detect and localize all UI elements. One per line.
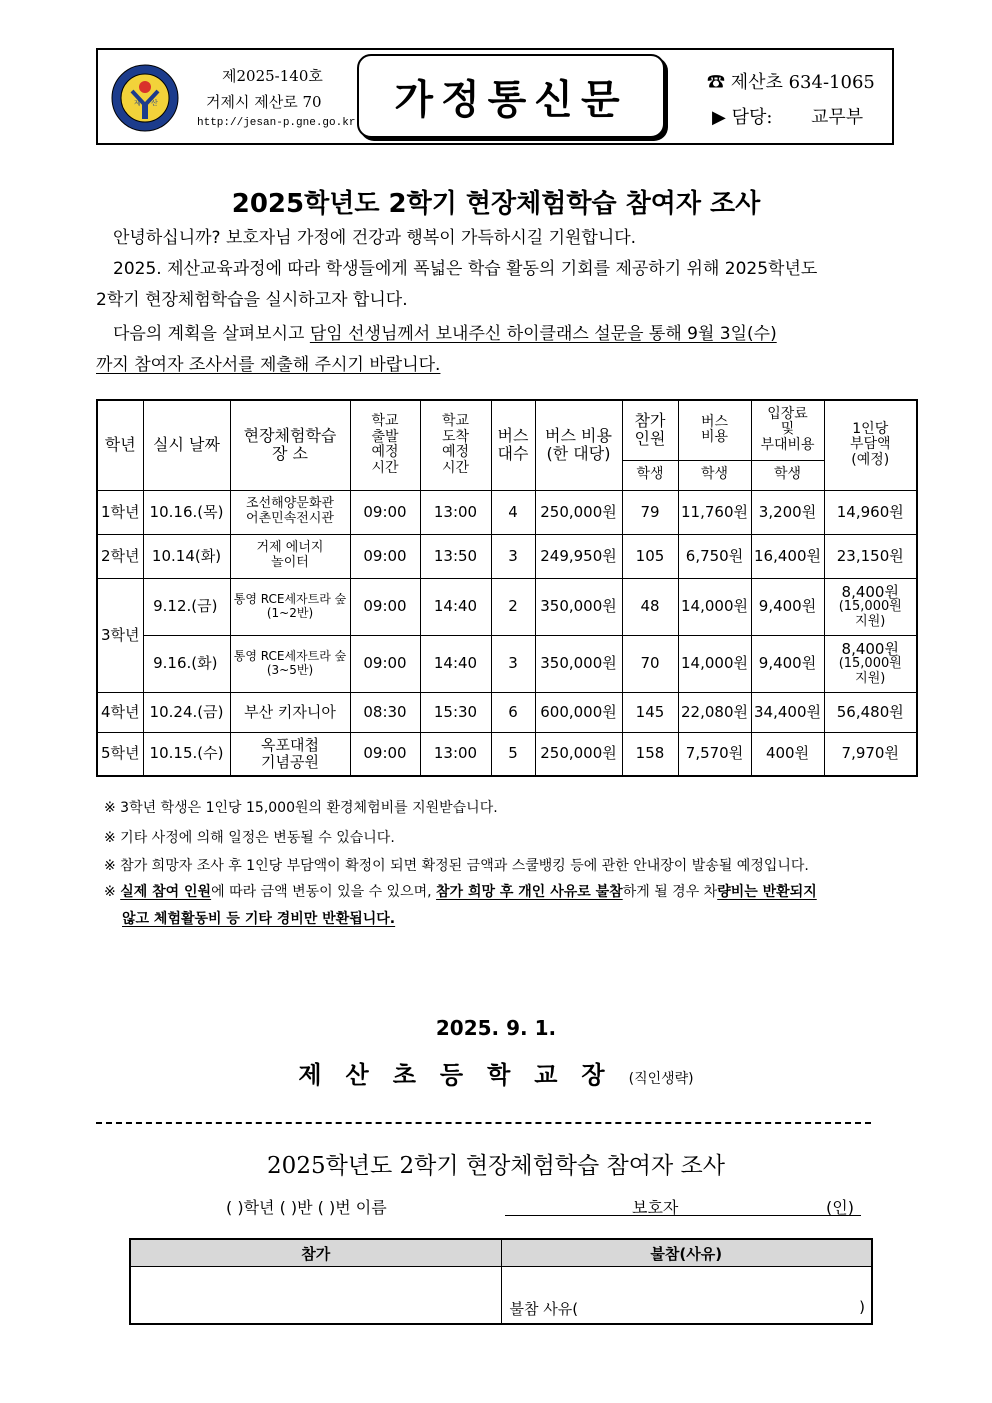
subheader-student-1: 학생 (622, 460, 678, 490)
hdr-buscount-2: 대수 (497, 444, 529, 464)
cell-depart: 09:00 (350, 534, 420, 578)
hdr-pp-1: 1인당 (852, 420, 889, 437)
page-title: 2025학년도 2학기 현장체험학습 참여자 조사 (231, 189, 761, 219)
cell-bus-cost: 250,000원 (535, 490, 622, 534)
form-title: 2025학년도 2학기 현장체험학습 참여자 조사 (267, 1153, 725, 1179)
cell-admission: 9,400원 (751, 635, 824, 692)
cell-count: 105 (622, 534, 678, 578)
cut-line (96, 1122, 871, 1124)
cell-grade: 1학년 (97, 490, 143, 534)
issue-number: 제2025-140호 (222, 67, 323, 85)
cell-place-l1: 거제 에너지 (256, 540, 324, 556)
cell-arrive: 13:00 (420, 490, 491, 534)
cell-date: 10.16.(목) (143, 490, 230, 534)
cell-count: 70 (622, 635, 678, 692)
cell-arrive: 13:50 (420, 534, 491, 578)
hdr-depart-3: 예정 (371, 444, 399, 461)
header-per-person (824, 400, 917, 490)
cell-date: 10.24.(금) (143, 692, 230, 732)
header-place-l1: 현장체험학습 (243, 426, 337, 446)
school-url[interactable]: http://jesan-p.gne.go.kr (197, 117, 356, 129)
intro-paragraph-line1 (96, 254, 906, 285)
request-prefix: 다음의 계획을 살펴보시고 (113, 324, 310, 344)
cell-depart: 09:00 (350, 732, 420, 776)
cell-depart: 09:00 (350, 490, 420, 534)
cell-admission: 9,400원 (751, 578, 824, 635)
cell-count: 79 (622, 490, 678, 534)
col-attend: 참가 (130, 1239, 501, 1267)
note-4-text-1: 에 따라 금액 변동이 있을 수 있으며, (211, 884, 437, 900)
cell-grade: 5학년 (97, 732, 143, 776)
note-1: ※ 3학년 학생은 1인당 15,000원의 환경체험비를 지원받습니다. (104, 800, 498, 816)
header-place (230, 400, 350, 490)
cell-place-l2: (1~2반) (266, 605, 314, 620)
cell-bus-cost: 249,950원 (535, 534, 622, 578)
note-3: ※ 참가 희망자 조사 후 1인당 부담액이 확정이 되면 확정된 금액과 스쿨뱅킹 등에 관한 안내장이 발송될 예정입니다. (104, 858, 809, 874)
request-underline-1: 담임 선생님께서 보내주신 하이클래스 설문을 통해 9월 3일(수) (309, 324, 777, 344)
cell-depart: 09:00 (350, 578, 420, 635)
cell-grade: 2학년 (97, 534, 143, 578)
response-input-row (130, 1267, 872, 1325)
cell-admission: 16,400원 (751, 534, 824, 578)
hdr-depart-1: 학교 (371, 412, 399, 429)
cell-date: 9.16.(화) (143, 635, 230, 692)
header-admission (751, 400, 824, 460)
cell-place (230, 490, 350, 534)
cell-buses: 3 (491, 534, 535, 578)
charge-label: ▶ 담당: (712, 107, 773, 128)
school-emblem-icon (110, 63, 180, 133)
cell-arrive: 13:00 (420, 732, 491, 776)
charge-value: 교무부 (811, 107, 864, 128)
principal-signature (0, 1055, 992, 1090)
cell-pp-value: 8,400원 (841, 639, 899, 658)
cell-place-l1: 조선해양문화관 (246, 496, 334, 512)
issue-date: 2025. 9. 1. (435, 1016, 557, 1040)
hdr-busfee-2: 비용 (700, 429, 729, 446)
cell-buses: 5 (491, 732, 535, 776)
response-header-row (130, 1239, 872, 1267)
cell-per-person: 14,960원 (824, 490, 917, 534)
absent-reason-line (502, 1298, 872, 1323)
cell-place (230, 534, 350, 578)
header-depart (350, 400, 420, 490)
cell-per-person (824, 635, 917, 692)
cell-place (230, 635, 350, 692)
cell-place-l2: 놀이터 (271, 555, 309, 570)
hdr-adm-1: 입장료 (767, 405, 808, 422)
student-info-label[interactable]: ( )학년 ( )반 ( )번 이름 (226, 1198, 387, 1217)
note-4-mark: ※ (104, 884, 121, 900)
cell-date: 9.12.(금) (143, 578, 230, 635)
cell-place-l1: 통영 RCE세자트라 숲 (233, 592, 347, 607)
hdr-depart-2: 출발 (371, 428, 399, 445)
request-paragraph-line2 (96, 350, 906, 381)
cell-bus-cost: 350,000원 (535, 578, 622, 635)
header-arrive (420, 400, 491, 490)
hdr-adm-2: 및 (780, 421, 795, 438)
hdr-buscount-1: 버스 (497, 426, 529, 446)
table-row (97, 534, 917, 578)
hdr-arrive-4: 시간 (441, 459, 470, 476)
svg-text:제: 제 (134, 99, 141, 107)
hdr-arrive-1: 학교 (441, 412, 470, 429)
name-underline (505, 1215, 861, 1216)
table-row (97, 490, 917, 534)
table-row (97, 635, 917, 692)
note-4-bold-1: 실제 참여 인원 (120, 884, 212, 900)
guardian-label: 보호자 (632, 1198, 679, 1217)
cell-depart: 08:30 (350, 692, 420, 732)
cell-date: 10.15.(수) (143, 732, 230, 776)
cell-date: 10.14(화) (143, 534, 230, 578)
cell-bus-cost: 350,000원 (535, 635, 622, 692)
note-4-text-2: 하게 될 경우 차 (622, 884, 718, 900)
cell-grade: 3학년 (97, 578, 143, 692)
table-row (97, 732, 917, 776)
absent-reason-close: ) (859, 1298, 865, 1316)
header-bus-cost (535, 400, 622, 490)
newsletter-title-box (357, 54, 665, 138)
cell-buses: 2 (491, 578, 535, 635)
header-place-l2: 장 소 (272, 444, 308, 464)
cell-bus-fee: 14,000원 (678, 578, 751, 635)
note-4-bold-2: 참가 희망 후 개인 사유로 불참 (436, 884, 623, 900)
request-paragraph-line1 (96, 319, 906, 350)
table-row (97, 692, 917, 732)
absent-reason-label: 불참 사유( (509, 1300, 579, 1318)
cell-place (230, 692, 350, 732)
seal-note: (직인생략) (628, 1071, 694, 1087)
cell-bus-cost: 600,000원 (535, 692, 622, 732)
field-trip-plan-table (96, 399, 918, 777)
cell-buses: 3 (491, 635, 535, 692)
cell-arrive: 14:40 (420, 635, 491, 692)
intro-paragraph-line2: 2학기 현장체험학습을 실시하고자 합니다. (96, 290, 408, 310)
header-bus-fee (678, 400, 751, 460)
hdr-pp-2: 부담액 (849, 436, 891, 453)
cell-place-l2: 어촌민속전시관 (246, 511, 334, 526)
school-address: 거제시 제산로 70 (206, 93, 322, 111)
cell-place (230, 732, 350, 776)
header-participants (622, 400, 678, 460)
cell-count: 48 (622, 578, 678, 635)
intro-text-1: 2025. 제산교육과정에 따라 학생들에게 폭넓은 학습 활동의 기회를 제공하기 위해 2025학년도 (113, 259, 818, 279)
cell-per-person: 23,150원 (824, 534, 917, 578)
cell-buses: 4 (491, 490, 535, 534)
cell-place-l1: 옥포대첩 (261, 735, 319, 754)
svg-text:산: 산 (151, 99, 158, 107)
hdr-buscost-2: (한 대당) (546, 444, 611, 464)
principal-name: 제산초등학교장 (298, 1061, 629, 1089)
header-bus-count (491, 400, 535, 490)
cell-bus-cost: 250,000원 (535, 732, 622, 776)
cell-place-l2: 기념공원 (261, 752, 319, 771)
cell-per-person: 7,970원 (824, 732, 917, 776)
cell-bus-fee: 11,760원 (678, 490, 751, 534)
request-underline-2: 까지 참여자 조사서를 제출해 주시기 바랍니다. (96, 355, 441, 375)
greeting-text: 안녕하십니까? 보호자님 가정에 건강과 행복이 가득하시길 기원합니다. (113, 228, 637, 248)
cell-pp-value: 8,400원 (841, 582, 899, 601)
hdr-arrive-2: 도착 (441, 428, 470, 445)
note-2: ※ 기타 사정에 의해 일정은 변동될 수 있습니다. (104, 830, 395, 846)
hdr-adm-3: 부대비용 (760, 437, 815, 454)
cell-arrive: 14:40 (420, 578, 491, 635)
cell-place-l1: 부산 키자니아 (244, 702, 336, 721)
note-4-line2-text: 않고 체험활동비 등 기타 경비만 반환됩니다. (122, 911, 396, 927)
greeting-paragraph (96, 223, 906, 254)
cell-count: 145 (622, 692, 678, 732)
cell-pp-note2: 지원) (855, 670, 886, 686)
note-4 (104, 881, 817, 901)
hdr-part-2: 인원 (634, 429, 666, 449)
cell-place-l2: (3~5반) (266, 662, 314, 677)
hdr-arrive-3: 예정 (441, 444, 470, 461)
hdr-depart-4: 시간 (371, 459, 399, 476)
cell-count: 158 (622, 732, 678, 776)
hdr-busfee-1: 버스 (700, 413, 729, 430)
absent-cell[interactable] (501, 1267, 872, 1325)
cell-pp-note: (15,000원 (838, 599, 902, 615)
cell-depart: 09:00 (350, 635, 420, 692)
note-4-line2 (122, 908, 395, 928)
header-grade: 학년 (97, 400, 143, 490)
cell-admission: 34,400원 (751, 692, 824, 732)
cell-bus-fee: 6,750원 (678, 534, 751, 578)
hdr-part-1: 참가 (634, 411, 666, 431)
cell-pp-note: (15,000원 (838, 656, 902, 672)
cell-pp-note2: 지원) (855, 613, 886, 629)
attend-cell[interactable] (130, 1267, 501, 1325)
hdr-pp-3: (예정) (851, 452, 890, 469)
subheader-student-2: 학생 (678, 460, 751, 490)
cell-bus-fee: 7,570원 (678, 732, 751, 776)
table-header-row (97, 400, 917, 460)
cell-buses: 6 (491, 692, 535, 732)
newsletter-title: 가정통신문 (394, 75, 628, 123)
col-absent: 불참(사유) (501, 1239, 872, 1267)
phone-contact: ☎ 제산초 634-1065 (707, 72, 875, 93)
cell-admission: 3,200원 (751, 490, 824, 534)
hdr-buscost-1: 버스 비용 (545, 426, 612, 446)
cell-place (230, 578, 350, 635)
cell-per-person: 56,480원 (824, 692, 917, 732)
cell-bus-fee: 14,000원 (678, 635, 751, 692)
cell-grade: 4학년 (97, 692, 143, 732)
seal-label: (인) (826, 1198, 854, 1217)
cell-bus-fee: 22,080원 (678, 692, 751, 732)
header-date: 실시 날짜 (143, 400, 230, 490)
subheader-student-3: 학생 (751, 460, 824, 490)
table-row (97, 578, 917, 635)
response-table (129, 1238, 873, 1325)
cell-place-l1: 통영 RCE세자트라 숲 (233, 649, 347, 664)
cell-admission: 400원 (751, 732, 824, 776)
note-4-bold-3: 량비는 반환되지 (717, 884, 817, 900)
cell-arrive: 15:30 (420, 692, 491, 732)
cell-per-person (824, 578, 917, 635)
